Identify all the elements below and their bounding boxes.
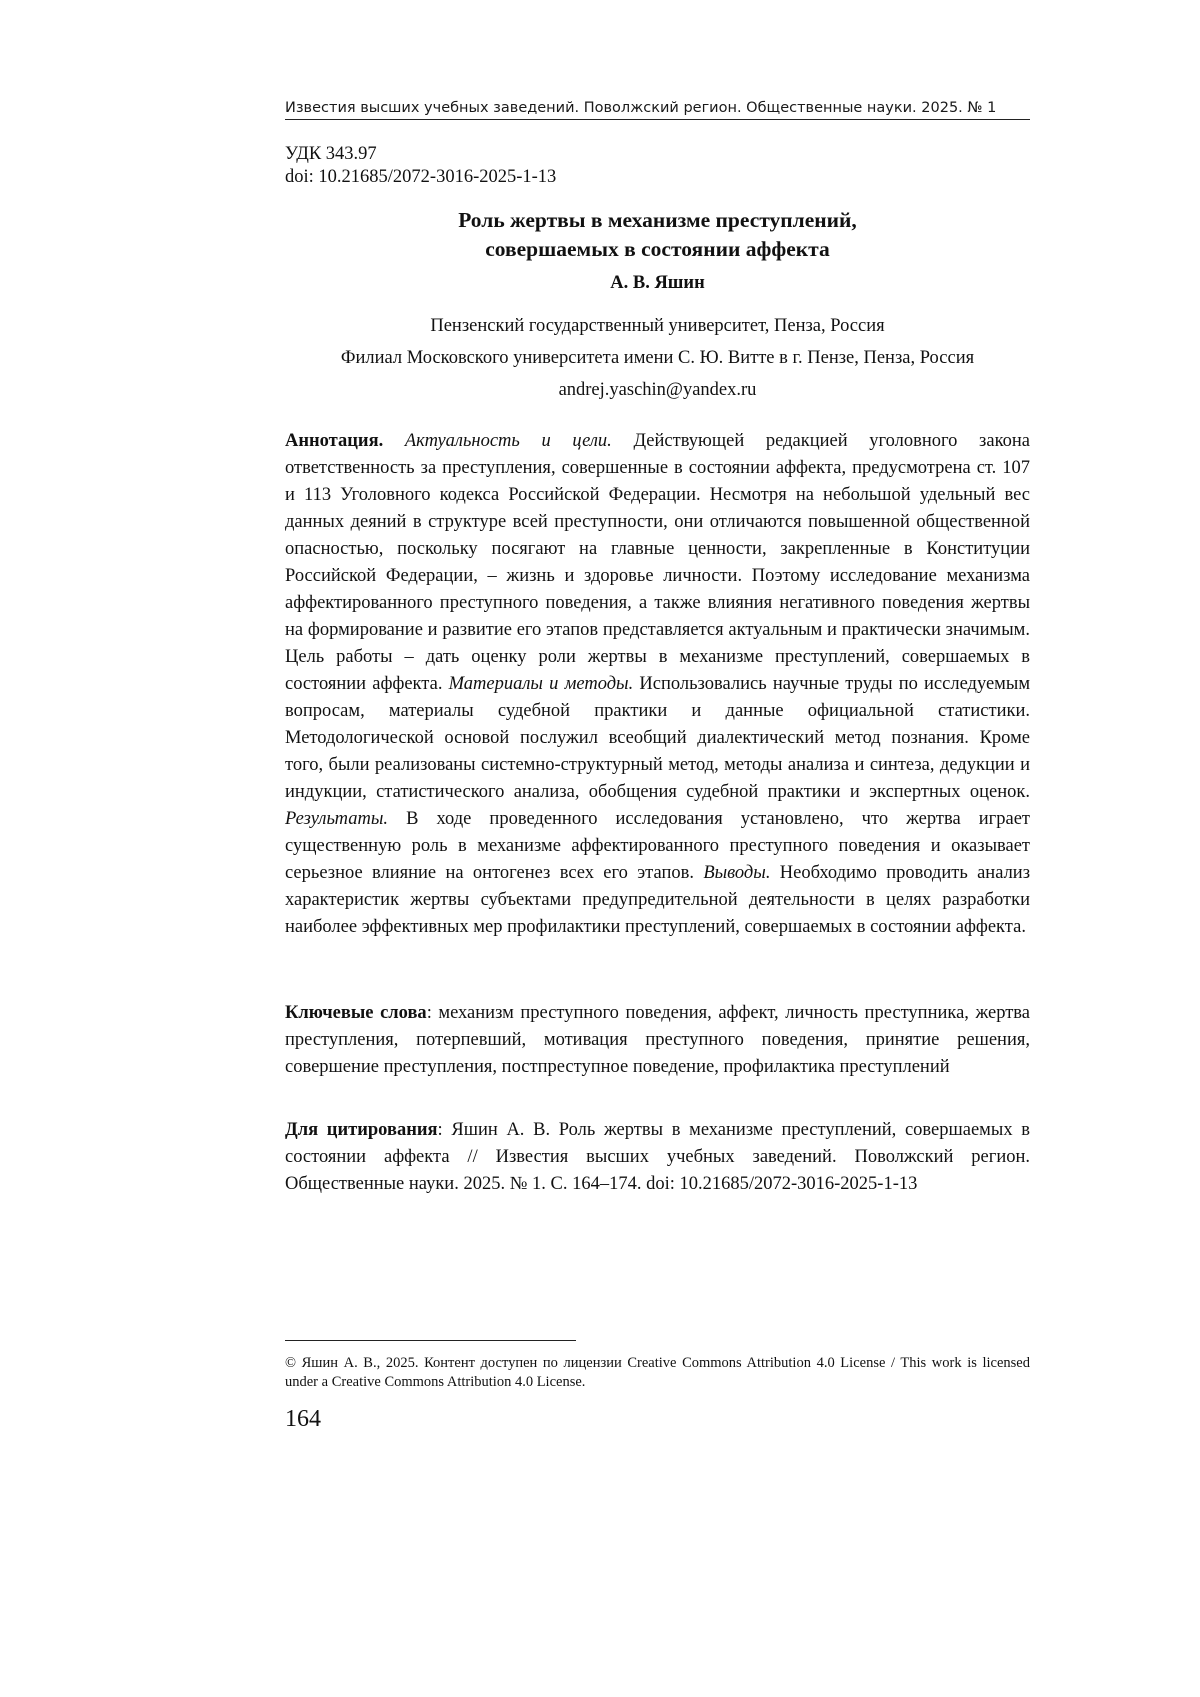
copyright-footnote: © Яшин А. В., 2025. Контент доступен по лицензии Creative Commons Attribution 4.0 License / This work is licensed under a Creative Commons Attribution 4.0 License.: [285, 1355, 1030, 1390]
abstract-label: Аннотация.: [285, 431, 384, 451]
running-head: Известия высших учебных заведений. Поволжский регион. Общественные науки. 2025. № 1: [285, 100, 1030, 120]
methods-text: Использовались научные труды по исследуемым вопросам, материалы судебной практики и данные официальной статистики. Методологической основой послужил всеобщий диалектический метод познания. Кроме того, были реализованы системно-структурный метод, методы анализа и синтеза, дедукции и индукции, статистического анализа, обобщения судебной практики и экспертных оценок.: [285, 674, 1031, 802]
citation: [285, 1117, 1030, 1198]
footnote-divider: [285, 1340, 576, 1341]
page-number: 164: [285, 1406, 321, 1432]
title-line-1: Роль жертвы в механизме преступлений,: [458, 208, 857, 232]
relevance-label: Актуальность и цели.: [404, 431, 612, 451]
article-meta: [285, 143, 556, 189]
conclusions-text: Необходимо проводить анализ характеристик жертвы субъектами предупредительной деятельности в целях разработки наиболее эффективных мер профилактики преступлений, совершаемых в состоянии аффекта.: [285, 863, 1031, 937]
conclusions-label: Выводы.: [703, 863, 771, 883]
abstract: [285, 428, 1030, 941]
keywords-text: : механизм преступного поведения, аффект, личность преступника, жертва преступления, потерпевший, мотивация преступного поведения, принятие решения, совершение преступления, постпреступное поведение, профилактика преступлений: [285, 1003, 1030, 1077]
article-title: [285, 206, 1030, 264]
author-name: А. В. Яшин: [610, 273, 705, 293]
keywords-label: Ключевые слова: [285, 1003, 427, 1023]
title-line-2: совершаемых в состоянии аффекта: [485, 237, 830, 261]
affiliations: [285, 310, 1030, 406]
keywords: [285, 1000, 1030, 1081]
affiliation-2: Филиал Московского университета имени С. Ю. Витте в г. Пензе, Пенза, Россия: [340, 348, 975, 368]
citation-text: : Яшин А. В. Роль жертвы в механизме преступлений, совершаемых в состоянии аффекта // Известия высших учебных заведений. Поволжский регион. Общественные науки. 2025. № 1. С. 164–174. doi: 10.21685/2072-3016-2025-1-13: [285, 1120, 1030, 1194]
udc-code: УДК 343.97: [285, 144, 377, 164]
relevance-text: Действующей редакцией уголовного закона ответственность за преступления, совершенные в состоянии аффекта, предусмотрена ст. 107 и 113 Уголовного кодекса Российской Федерации. Несмотря на небольшой удельный вес данных деяний в структуре всей преступности, они отличаются повышенной общественной опасностью, поскольку посягают на главные ценности, закрепленные в Конституции Российской Федерации, – жизнь и здоровье личности. Поэтому исследование механизма аффектированного преступного поведения, а также влияния негативного поведения жертвы на формирование и развитие его этапов представляется актуальным и практически значимым. Цель работы – дать оценку роли жертвы в механизме преступлений, совершаемых в состоянии аффекта.: [285, 431, 1030, 694]
citation-label: Для цитирования: [285, 1120, 438, 1140]
author-email: andrej.yaschin@yandex.ru: [558, 380, 757, 400]
results-label: Результаты.: [285, 809, 388, 829]
affiliation-1: Пензенский государственный университет, Пенза, Россия: [430, 316, 885, 336]
methods-label: Материалы и методы.: [448, 674, 634, 694]
results-text: В ходе проведенного исследования установлено, что жертва играет существенную роль в механизме аффектированного преступного поведения и оказывает серьезное влияние на онтогенез всех его этапов.: [285, 809, 1030, 883]
doi: doi: 10.21685/2072-3016-2025-1-13: [285, 167, 557, 187]
